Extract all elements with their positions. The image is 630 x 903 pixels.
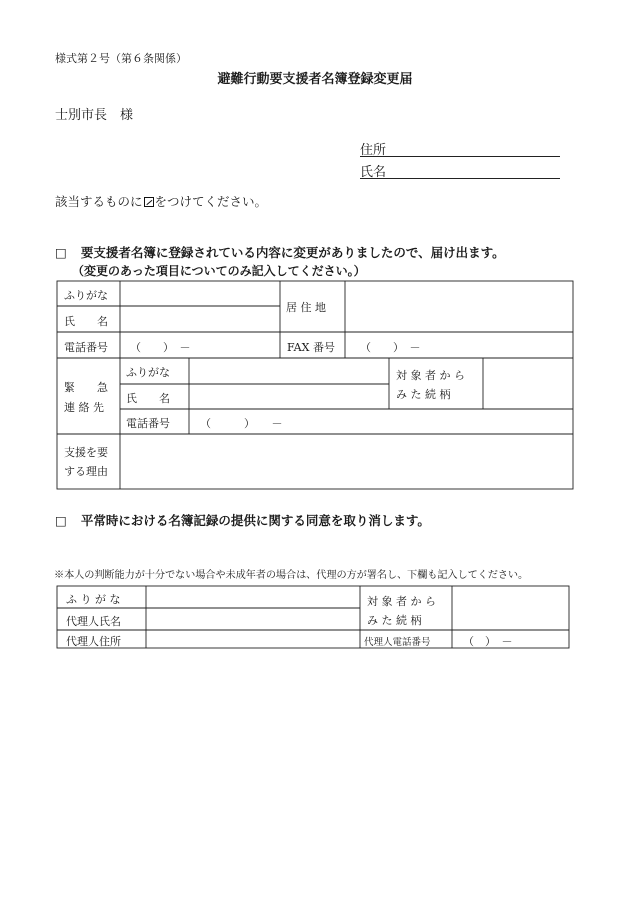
proxy-name-label: 代理人氏名 bbox=[66, 615, 121, 628]
proxy-relation-label: 対 象 者 か ら bbox=[367, 595, 436, 608]
fax-label: FAX 番号 bbox=[287, 341, 335, 354]
ec-furigana-label: ふりがな bbox=[126, 366, 170, 379]
change-notice-subtext: （変更のあった項目についてのみ記入してください。） bbox=[72, 264, 366, 278]
ec-relation-label-2: み た 続 柄 bbox=[396, 388, 451, 401]
name-label-cell: 氏 名 bbox=[64, 315, 108, 328]
page-title: 避難行動要支援者名簿登録変更届 bbox=[217, 72, 413, 87]
support-reason-label: 支援を要 bbox=[64, 446, 108, 459]
name-label: 氏名 bbox=[360, 165, 387, 180]
emergency-contact-label: 緊 急 bbox=[64, 381, 108, 394]
address-label: 住所 bbox=[360, 143, 387, 158]
proxy-relation-label-2: み た 続 柄 bbox=[367, 614, 422, 627]
instruction-after: をつけてください。 bbox=[154, 194, 268, 209]
emergency-contact-label-2: 連 絡 先 bbox=[64, 401, 104, 414]
phone-label: 電話番号 bbox=[64, 341, 108, 354]
ec-relation-label: 対 象 者 か ら bbox=[396, 369, 465, 382]
proxy-address-label: 代理人住所 bbox=[66, 635, 121, 648]
proxy-note: ※本人の判断能力が十分でない場合や未成年者の場合は、代理の方が署名し、下欄も記入してください。 bbox=[54, 570, 529, 581]
section-withdraw-consent bbox=[55, 511, 430, 529]
fax-format[interactable]: （ ） － bbox=[360, 341, 421, 354]
form-number: 様式第２号（第６条関係） bbox=[55, 52, 187, 65]
change-checkbox[interactable]: □ bbox=[55, 245, 67, 260]
proxy-phone-label: 代理人電話番号 bbox=[364, 637, 431, 648]
ec-phone-format[interactable]: （ ） － bbox=[200, 417, 283, 430]
addressee: 士別市長 様 bbox=[55, 108, 134, 123]
withdraw-consent-text: 平常時における名簿記録の提供に関する同意を取り消します。 bbox=[80, 513, 430, 528]
ec-phone-label: 電話番号 bbox=[126, 417, 170, 430]
furigana-label: ふりがな bbox=[64, 289, 108, 302]
instruction-before: 該当するものに bbox=[55, 194, 143, 209]
proxy-furigana-label: ふ り が な bbox=[66, 593, 121, 606]
phone-format[interactable]: （ ） － bbox=[130, 341, 191, 354]
proxy-phone-format[interactable]: （ ） － bbox=[463, 635, 513, 648]
support-reason-label-2: する理由 bbox=[64, 465, 108, 478]
residence-label: 居 住 地 bbox=[286, 301, 326, 314]
change-notice-text: 要支援者名簿に登録されている内容に変更がありましたので、届け出ます。 bbox=[80, 245, 505, 260]
withdraw-checkbox[interactable]: □ bbox=[55, 513, 67, 528]
ec-name-label: 氏 名 bbox=[126, 392, 170, 405]
